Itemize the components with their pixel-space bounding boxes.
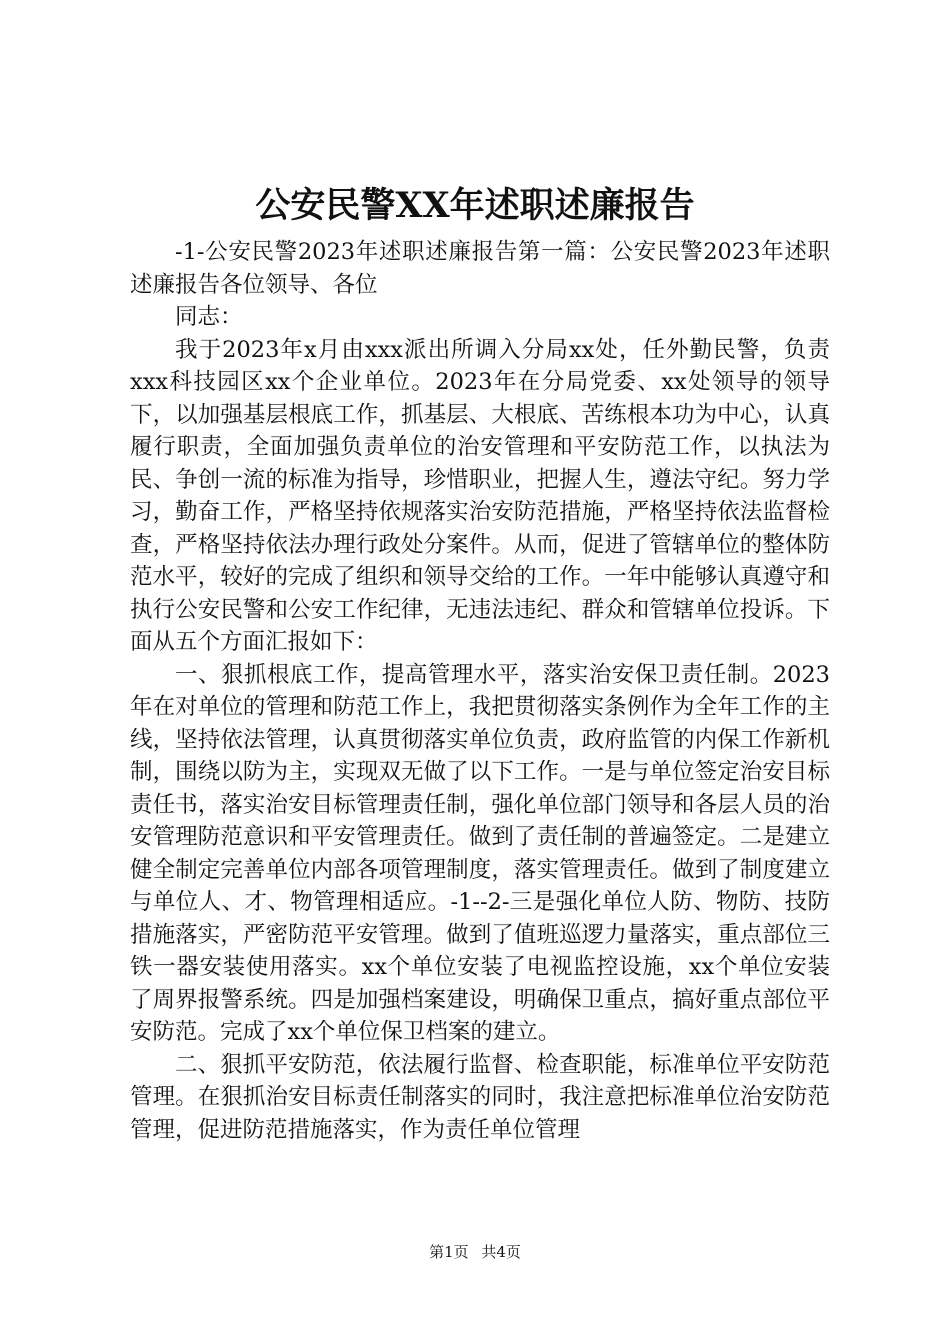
paragraph-overview: 我于2023年x月由xxx派出所调入分局xx处，任外勤民警，负责xxx科技园区xx个企业单位。2023年在分局党委、xx处领导的领导下，以加强基层根底工作，抓基层、大根底、苦练根本功为中心，认真履行职责，全面加强负责单位的治安管理和平安防范工作，以执法为民、争创一流的标准为指导，珍惜职业，把握人生，遵法守纪。努力学习，勤奋工作，严格坚持依规落实治安防范措施，严格坚持依法监督检查，严格坚持依法办理行政处分案件。从而，促进了管辖单位的整体防范水平，较好的完成了组织和领导交给的工作。一年中能够认真遵守和执行公安民警和公安工作纪律，无违法违纪、群众和管辖单位投诉。下面从五个方面汇报如下： (130, 336, 830, 655)
paragraph-intro: -1-公安民警2023年述职述廉报告第一篇：公安民警2023年述职述廉报告各位领导、各位 (130, 239, 830, 298)
paragraph-section-two: 二、狠抓平安防范，依法履行监督、检查职能，标准单位平安防范管理。在狠抓治安目标责任制落实的同时，我注意把标准单位治安防范管理，促进防范措施落实，作为责任单位管理 (130, 1051, 830, 1143)
page-total: 共4页 (481, 1243, 521, 1261)
page-number: 第1页 (429, 1243, 469, 1261)
paragraph-salutation: 同志： (175, 304, 243, 330)
page-footer (0, 1241, 950, 1263)
paragraph-section-one: 一、狠抓根底工作，提高管理水平，落实治安保卫责任制。2023年在对单位的管理和防范工作上，我把贯彻落实条例作为全年工作的主线，坚持依法管理，认真贯彻落实单位负责，政府监管的内保工作新机制，围绕以防为主，实现双无做了以下工作。一是与单位签定治安目标责任书，落实治安目标管理责任制，强化单位部门领导和各层人员的治安管理防范意识和平安管理责任。做到了责任制的普遍签定。二是建立健全制定完善单位内部各项管理制度，落实管理责任。做到了制度建立与单位人、才、物管理相适应。-1--2-三是强化单位人防、物防、技防措施落实，严密防范平安管理。做到了值班巡逻力量落实，重点部位三铁一器安装使用落实。xx个单位安装了电视监控设施，xx个单位安装了周界报警系统。四是加强档案建设，明确保卫重点，搞好重点部位平安防范。完成了xx个单位保卫档案的建立。 (130, 661, 830, 1045)
document-title: 公安民警XX年述职述廉报告 (255, 185, 695, 227)
document-body (130, 236, 830, 1146)
